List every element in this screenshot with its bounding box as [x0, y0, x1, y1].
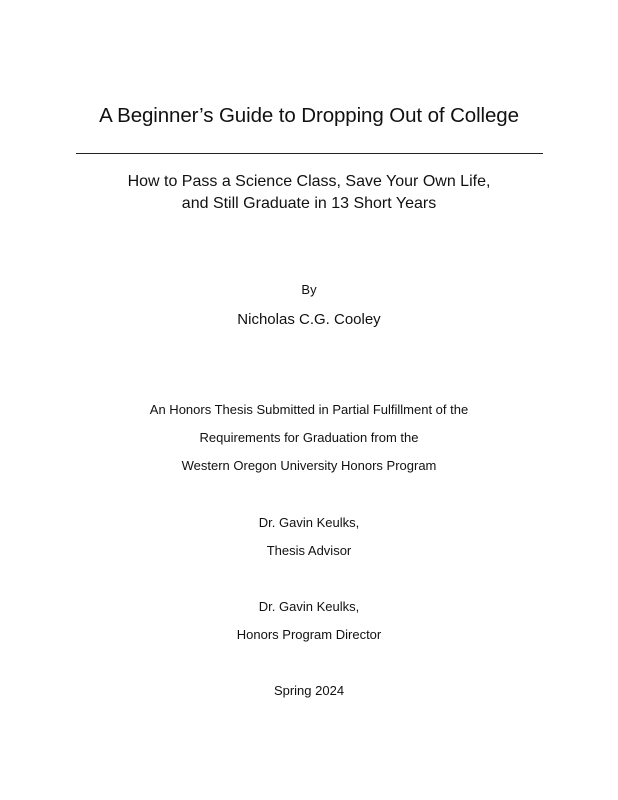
subtitle-line-1: How to Pass a Science Class, Save Your Own Life, — [127, 173, 491, 190]
advisor-role: Thesis Advisor — [266, 543, 352, 558]
director-role: Honors Program Director — [236, 627, 382, 642]
advisor-name: Dr. Gavin Keulks, — [258, 515, 360, 530]
director-name: Dr. Gavin Keulks, — [258, 599, 360, 614]
subtitle-line-2: and Still Graduate in 13 Short Years — [181, 195, 437, 212]
submission-line-3: Western Oregon University Honors Program — [181, 458, 437, 473]
byline-by: By — [301, 282, 317, 297]
author-name: Nicholas C.G. Cooley — [237, 311, 381, 328]
title-divider — [76, 153, 543, 154]
document-title: A Beginner’s Guide to Dropping Out of College — [99, 104, 519, 127]
submission-line-2: Requirements for Graduation from the — [199, 430, 419, 445]
submission-date: Spring 2024 — [273, 683, 345, 698]
submission-line-1: An Honors Thesis Submitted in Partial Fulfillment of the — [149, 402, 469, 417]
